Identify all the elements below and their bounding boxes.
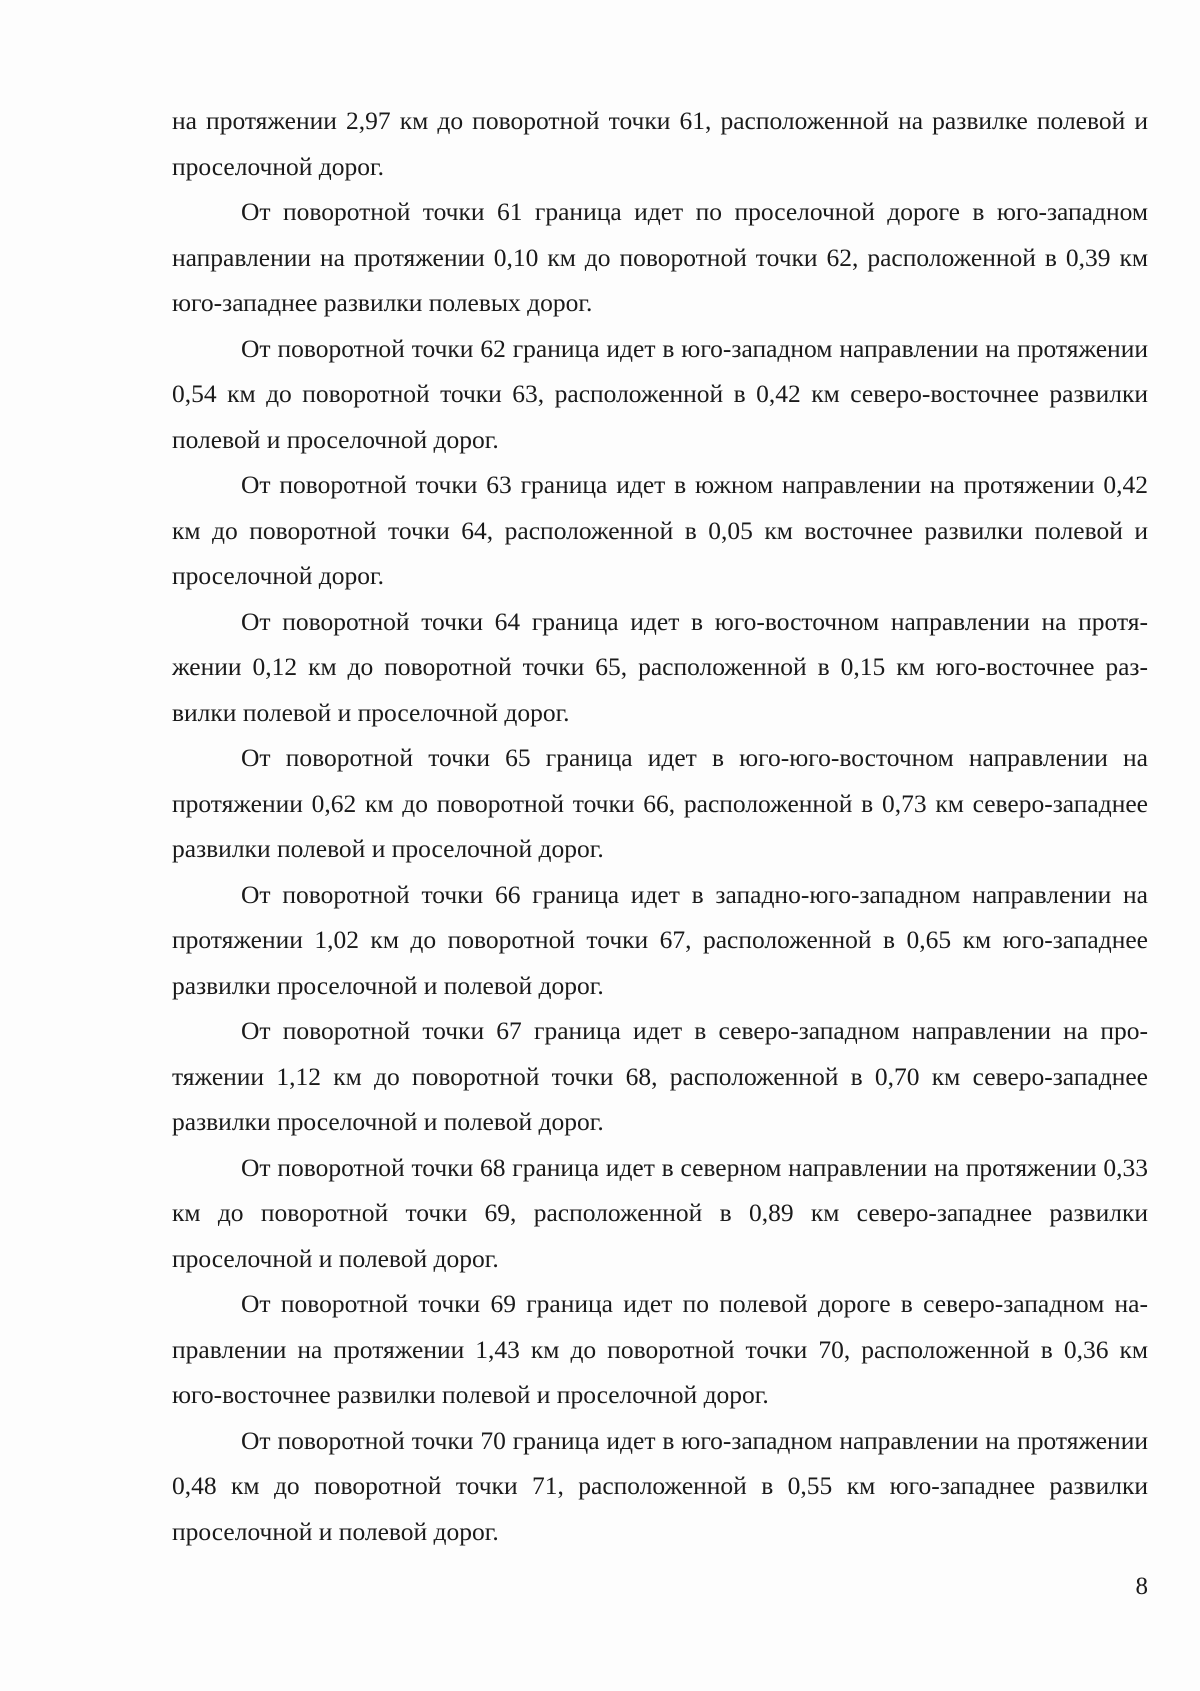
paragraph-1: на протяжении 2,97 км до поворотной точки 61, расположенной на развилке полевой и проселочной дорог. (172, 106, 1148, 181)
paragraph-5: От поворотной точки 64 граница идет в юго-восточном направлении на протяжении 0,12 км до поворотной точки 65, расположенной в 0,15 км юго-восточнее развилки полевой и проселочной дорог. (172, 606, 1148, 727)
paragraph-6: От поворотной точки 65 граница идет в юго-юго-восточном направлении на протяжении 0,62 км до поворотной точки 66, расположенной в 0,73 км северо-западнее развилки полевой и проселочной дорог. (172, 743, 1148, 863)
paragraph-8: От поворотной точки 67 граница идет в северо-западном направлении на протяжении 1,12 км до поворотной точки 68, расположенной в 0,70 км северо-западнее развилки проселочной и полевой дорог. (172, 1016, 1148, 1136)
page-number: 8 (1135, 1573, 1148, 1600)
paragraph-10: От поворотной точки 69 граница идет по полевой дороге в северо-западном направлении на протяжении 1,43 км до поворотной точки 70, расположенной в 0,36 км юго-восточнее развилки полевой и проселочной дорог. (172, 1289, 1148, 1409)
paragraph-3: От поворотной точки 62 граница идет в юго-западном направлении на протяжении 0,54 км до поворотной точки 63, расположенной в 0,42 км северо-восточнее развилки полевой и проселочной дорог. (172, 333, 1148, 454)
paragraph-11: От поворотной точки 70 граница идет в юго-западном направлении на протяжении 0,48 км до поворотной точки 71, расположенной в 0,55 км юго-западнее развилки проселочной и полевой дорог. (172, 1425, 1148, 1546)
paragraph-9: От поворотной точки 68 граница идет в северном направлении на протяжении 0,33 км до поворотной точки 69, расположенной в 0,89 км северо-западнее развилки проселочной и полевой дорог. (172, 1152, 1148, 1273)
document-body (172, 98, 1148, 1554)
paragraph-4: От поворотной точки 63 граница идет в южном направлении на протяжении 0,42 км до поворотной точки 64, расположенной в 0,05 км восточнее развилки полевой и проселочной дорог. (172, 470, 1148, 590)
paragraph-2: От поворотной точки 61 граница идет по проселочной дороге в юго-западном направлении на протяжении 0,10 км до поворотной точки 62, расположенной в 0,39 км юго-западнее развилки полевых дорог. (172, 197, 1148, 317)
paragraph-7: От поворотной точки 66 граница идет в западно-юго-западном направлении на протяжении 1,02 км до поворотной точки 67, расположенной в 0,65 км юго-западнее развилки проселочной и полевой дорог. (172, 879, 1148, 1000)
